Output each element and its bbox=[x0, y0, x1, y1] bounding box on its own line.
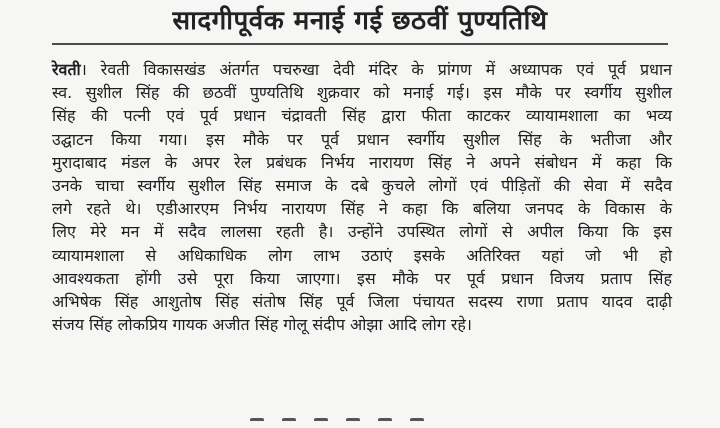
article-line-7: लगे रहते थे। एडीआरएम निर्भय नारायण सिंह ने कहा कि बलिया जनपद के विकास के bbox=[52, 199, 672, 219]
article-line-2: स्व. सुशील सिंह की छठवीं पुण्यतिथि शुक्रवार को मनाई गई। इस मौके पर स्वर्गीय सुशील bbox=[52, 83, 672, 103]
dateline: रेवती bbox=[52, 60, 81, 79]
article-line-9: व्यायामशाला से अधिकाधिक लोग लाभ उठाएं इसके अतिरिक्त यहां जो भी हो bbox=[52, 245, 672, 265]
article-line-1 bbox=[52, 58, 672, 81]
headline-divider bbox=[52, 43, 668, 45]
article-line-5: मुरादाबाद मंडल के अपर रेल प्रबंधक निर्भय नारायण सिंह ने अपने संबोधन में कहा कि bbox=[52, 152, 672, 172]
cut-off-next-headline bbox=[250, 418, 490, 428]
headline: सादगीपूर्वक मनाई गई छठवीं पुण्यतिथि bbox=[172, 6, 548, 36]
article-line-3: सिंह की पत्नी एवं पूर्व प्रधान चंद्रावती सिंह द्वारा फीता काटकर व्यायामशाला का भव्य bbox=[52, 106, 672, 126]
article-body bbox=[52, 58, 672, 336]
article-line-4: उद्घाटन किया गया। इस मौके पर पूर्व प्रधान स्वर्गीय सुशील सिंह के भतीजा और bbox=[52, 129, 672, 149]
article-line-8: लिए मेरे मन में सदैव लालसा रहती है। उन्होंने उपस्थित लोगों से अपील किया कि इस bbox=[52, 222, 672, 242]
article-line-12: संजय सिंह लोकप्रिय गायक अजीत सिंह गोलू संदीप ओझा आदि लोग रहे। bbox=[52, 315, 472, 335]
article-line-6: उनके चाचा स्वर्गीय सुशील सिंह समाज के दबे कुचले लोगों एवं पीड़ितों की सेवा में सदैव bbox=[52, 175, 672, 195]
article-line-11: अभिषेक सिंह आशुतोष सिंह संतोष सिंह पूर्व जिला पंचायत सदस्य राणा प्रताप यादव दाढ़ी bbox=[52, 291, 672, 311]
article-line-10: आवश्यकता होंगी उसे पूरा किया जाएगा। इस मौके पर पूर्व प्रधान विजय प्रताप सिंह bbox=[52, 268, 672, 288]
article-line-1-text: । रेवती विकासखंड अंतर्गत पचरुखा देवी मंदिर के प्रांगण में अध्यापक एवं पूर्व प्रधान bbox=[80, 60, 672, 79]
